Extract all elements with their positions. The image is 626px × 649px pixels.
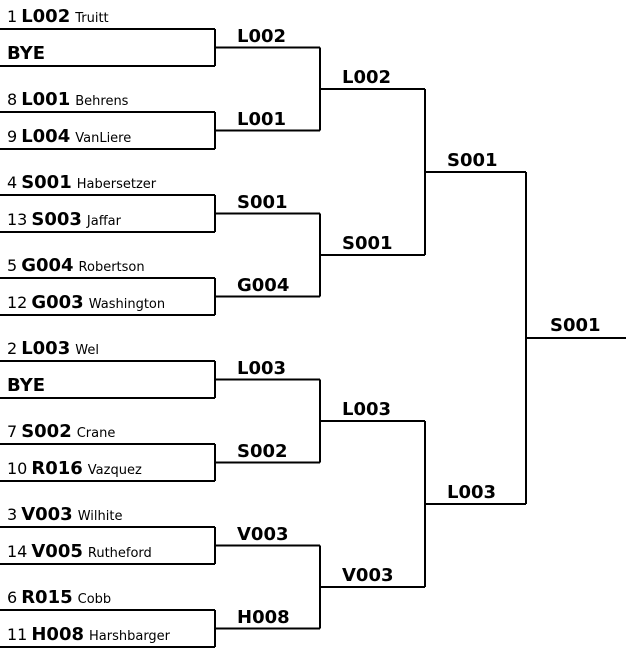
winner-code: V003 <box>237 523 289 545</box>
seed-number: 10 <box>7 459 28 478</box>
winner-code: G004 <box>237 274 290 296</box>
entrant-slot <box>7 460 142 478</box>
entrant-code: V003 <box>21 504 73 525</box>
entrant-code: G004 <box>21 255 74 276</box>
seed-number: 2 <box>7 339 18 358</box>
entrant-slot <box>7 543 152 561</box>
seed-number: 9 <box>7 127 18 146</box>
seed-number: 3 <box>7 505 18 524</box>
entrant-slot <box>7 340 99 358</box>
champion-code: S001 <box>550 315 601 336</box>
entrant-name: Harshbarger <box>89 629 171 644</box>
entrant-name: Truitt <box>75 11 109 26</box>
seed-number: 14 <box>7 542 28 561</box>
entrant-slot <box>7 211 121 229</box>
entrant-name: Crane <box>76 426 116 441</box>
seed-number: 5 <box>7 256 18 275</box>
entrant-slot <box>7 423 115 441</box>
entrant-slot <box>7 45 45 63</box>
seed-number: 12 <box>7 293 28 312</box>
entrant-slot <box>7 377 45 395</box>
seed-number: 13 <box>7 210 28 229</box>
seed-number: 11 <box>7 625 28 644</box>
entrant-slot <box>7 174 156 192</box>
entrant-slot <box>7 626 170 644</box>
entrant-code: H008 <box>31 624 84 645</box>
entrant-code: R016 <box>31 458 83 479</box>
entrant-code: L002 <box>21 6 71 27</box>
entrant-name: Rutheford <box>87 546 152 561</box>
bye-label: BYE <box>7 375 46 396</box>
winner-code: V003 <box>342 565 394 586</box>
entrant-slot <box>7 257 145 275</box>
entrant-name: Robertson <box>78 260 145 275</box>
entrant-code: R015 <box>21 587 73 608</box>
winner-code: S001 <box>447 150 498 171</box>
entrant-name: VanLiere <box>75 131 132 146</box>
entrant-code: S001 <box>21 172 72 193</box>
entrant-slot <box>7 91 128 109</box>
winner-code: S001 <box>237 191 288 213</box>
entrant-code: S003 <box>31 209 82 230</box>
entrant-slot <box>7 128 131 146</box>
entrant-slot <box>7 294 165 312</box>
entrant-name: Behrens <box>75 94 129 109</box>
entrant-name: Cobb <box>77 592 112 607</box>
seed-number: 8 <box>7 90 18 109</box>
entrant-name: Wel <box>75 343 99 358</box>
bye-label: BYE <box>7 43 46 64</box>
winner-code: L003 <box>447 482 497 503</box>
entrant-code: G003 <box>31 292 84 313</box>
winner-code: L003 <box>342 399 392 420</box>
winner-code: H008 <box>237 606 290 628</box>
winner-code: L002 <box>237 25 287 47</box>
entrant-name: Washington <box>88 297 166 312</box>
entrant-slot <box>7 589 111 607</box>
seed-number: 6 <box>7 588 18 607</box>
entrant-code: L004 <box>21 126 71 147</box>
winner-code: S002 <box>237 440 288 462</box>
entrant-code: L001 <box>21 89 71 110</box>
entrant-name: Jaffar <box>86 214 121 229</box>
entrant-slot <box>7 506 122 524</box>
winner-code: S001 <box>342 233 393 254</box>
entrant-code: S002 <box>21 421 72 442</box>
winner-code: L002 <box>342 67 392 88</box>
winner-code: L001 <box>237 108 287 130</box>
seed-number: 4 <box>7 173 18 192</box>
entrant-name: Wilhite <box>77 509 123 524</box>
winner-code: L003 <box>237 357 287 379</box>
entrant-name: Vazquez <box>87 463 142 478</box>
seed-number: 7 <box>7 422 18 441</box>
entrant-code: V005 <box>31 541 83 562</box>
entrant-code: L003 <box>21 338 71 359</box>
entrant-slot <box>7 8 109 26</box>
seed-number: 1 <box>7 7 18 26</box>
entrant-name: Habersetzer <box>76 177 157 192</box>
